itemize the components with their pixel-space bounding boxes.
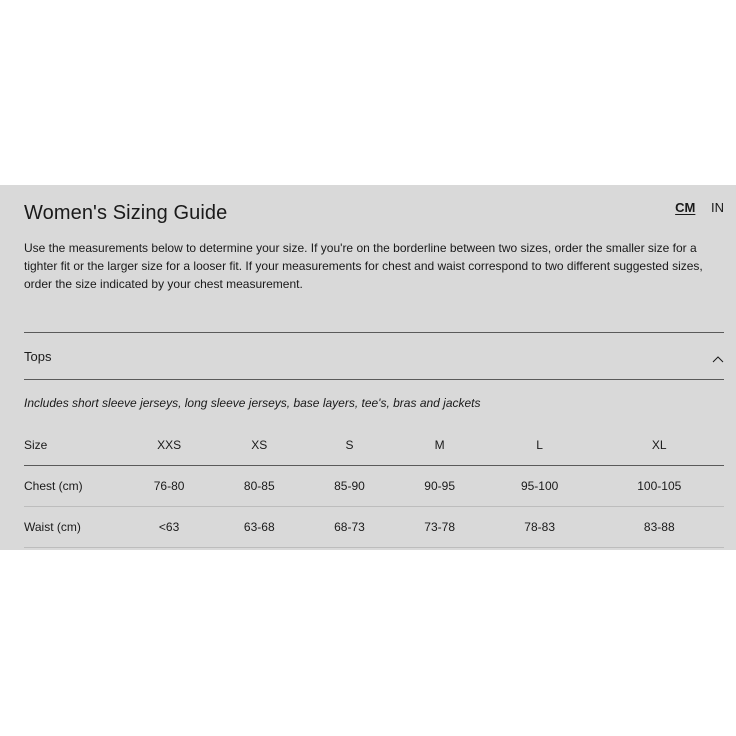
unit-cm-button[interactable]: CM [675,200,696,215]
table-cell: 83-88 [643,520,675,534]
header-s: S [304,425,394,466]
table-cell: 78-83 [524,520,555,534]
table-row [24,507,724,548]
sizing-guide-panel [0,185,736,550]
page-title: Women's Sizing Guide [24,202,228,224]
size-table [24,425,724,548]
table-cell: <63 [158,520,180,534]
accordion-label: Tops [24,349,52,364]
table-cell: 90-95 [424,479,455,493]
table-cell: 68-73 [334,520,365,534]
table-header-row [24,425,724,466]
table-cell: 63-68 [243,520,275,534]
row-label: Chest (cm) [24,479,83,493]
header-xl: XL [595,425,724,466]
row-label: Waist (cm) [24,520,81,534]
category-note: Includes short sleeve jerseys, long sleeve jerseys, base layers, tee's, bras and jackets [24,396,481,410]
table-cell: 76-80 [153,479,185,493]
table-cell: 95-100 [520,479,559,493]
header-m: M [395,425,485,466]
table-cell: 73-78 [424,520,455,534]
header-l: L [485,425,595,466]
chevron-up-icon[interactable] [712,350,722,360]
tops-accordion-header[interactable] [24,332,724,380]
header-xxs: XXS [124,425,214,466]
table-row [24,466,724,507]
header-size: Size [24,425,124,466]
intro-text: Use the measurements below to determine your size. If you're on the borderline between two sizes, order the smaller size for a tighter fit or the larger size for a looser fit. If your measurements for chest and waist correspond to two different suggested sizes, order the size indicated by your chest measurement. [24,241,703,291]
table-cell: 85-90 [334,479,365,493]
table-cell: 100-105 [637,479,682,493]
header-xs: XS [214,425,304,466]
unit-in-button[interactable]: IN [711,200,724,215]
table-cell: 80-85 [243,479,275,493]
unit-toggle [663,200,724,215]
